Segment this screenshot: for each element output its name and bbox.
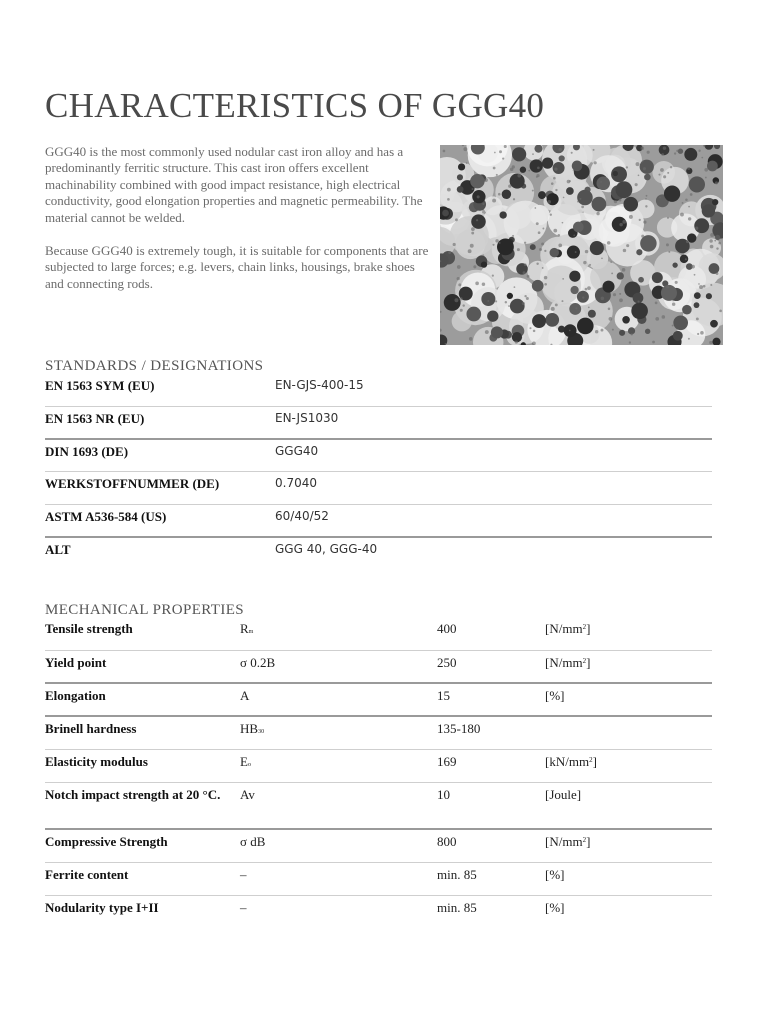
property-value: 400	[437, 621, 457, 636]
unit-end: ]	[586, 834, 591, 849]
table-row	[45, 716, 712, 749]
property-symbol	[240, 650, 437, 683]
property-unit	[545, 617, 712, 650]
symbol-text: –	[240, 866, 247, 882]
microstructure-image	[440, 145, 723, 345]
standard-value: GGG40	[275, 439, 712, 472]
table-row	[45, 472, 712, 505]
property-value: min. 85	[437, 895, 545, 928]
page-title: CHARACTERISTICS OF GGG40	[45, 86, 545, 125]
standard-key: WERKSTOFFNUMMER (DE)	[45, 472, 275, 505]
standard-value: EN-JS1030	[275, 407, 712, 440]
unit-end: ]	[586, 621, 591, 636]
property-name: Compressive Strength	[45, 829, 240, 862]
symbol-text: Av	[240, 786, 255, 802]
property-name: Brinell hardness	[45, 716, 240, 749]
table-row	[45, 829, 712, 862]
symbol-subscript: 30	[258, 729, 265, 735]
property-name: Nodularity type I+II	[45, 895, 240, 928]
property-value: 169	[437, 749, 545, 782]
standard-value: 0.7040	[275, 472, 712, 505]
standard-value: 60/40/52	[275, 504, 712, 537]
property-value: min. 85	[437, 862, 545, 895]
property-value: 250	[437, 650, 545, 683]
symbol-text: A	[240, 688, 250, 703]
unit-text: [%]	[545, 866, 565, 882]
property-value: 800	[437, 829, 545, 862]
table-row	[45, 407, 712, 440]
table-row	[45, 862, 712, 895]
table-row	[45, 504, 712, 537]
unit-superscript: 2	[589, 755, 593, 764]
property-symbol	[240, 895, 437, 928]
standard-value: EN-GJS-400-15	[275, 378, 364, 392]
property-name: Notch impact strength at 20 °C.	[45, 782, 240, 829]
standard-value: GGG 40, GGG-40	[275, 537, 712, 570]
unit-end: ]	[586, 654, 591, 670]
unit-text: [N/mm	[545, 834, 583, 849]
unit-end: ]	[592, 753, 597, 769]
property-name: Ferrite content	[45, 862, 240, 895]
symbol-text: –	[240, 899, 247, 915]
mechanical-title: MECHANICAL PROPERTIES	[45, 602, 245, 618]
unit-text: [N/mm	[545, 654, 583, 670]
property-unit	[545, 683, 712, 716]
symbol-text: HB	[240, 721, 259, 736]
symbol-text: σ 0.2B	[240, 654, 276, 670]
property-unit	[545, 782, 712, 829]
intro-paragraph-2: Because GGG40 is extremely tough, it is suitable for components that are subjected to large forces; e.g. levers, chain links, housings, brake shoes and connecting rods.	[45, 243, 429, 291]
property-symbol	[240, 683, 437, 716]
table-row	[45, 895, 712, 928]
unit-text: [%]	[545, 899, 565, 915]
symbol-text: σ dB	[240, 834, 266, 849]
table-row	[45, 782, 712, 829]
intro-paragraph-1: GGG40 is the most commonly used nodular cast iron alloy and has a predominantly ferritic structure. This cast iron offers excellent machinability combined with good impact resistance, high electrical conductivity, good elongation properties and magnetic permeability. The material cannot be welded.	[45, 144, 423, 225]
standard-key: EN 1563 SYM (EU)	[45, 378, 155, 393]
table-row	[45, 374, 712, 407]
table-row	[45, 749, 712, 782]
standard-key: DIN 1693 (DE)	[45, 439, 275, 472]
property-symbol	[240, 782, 437, 829]
table-row	[45, 683, 712, 716]
property-symbol	[240, 862, 437, 895]
property-unit	[545, 716, 712, 749]
table-row	[45, 650, 712, 683]
unit-text: [Joule]	[545, 786, 582, 802]
property-name: Elasticity modulus	[45, 749, 240, 782]
unit-text: [%]	[545, 688, 565, 703]
table-row	[45, 617, 712, 650]
standards-table	[45, 374, 712, 569]
property-unit	[545, 650, 712, 683]
property-unit	[545, 895, 712, 928]
intro-text	[45, 144, 430, 309]
table-row	[45, 537, 712, 570]
standard-key: EN 1563 NR (EU)	[45, 407, 275, 440]
symbol-text: E	[240, 753, 248, 769]
unit-text: [kN/mm	[545, 753, 590, 769]
symbol-subscript: m	[248, 629, 254, 635]
property-value: 15	[437, 683, 545, 716]
property-unit	[545, 829, 712, 862]
unit-superscript: 2	[582, 836, 587, 844]
unit-text: [N/mm	[545, 621, 583, 636]
standards-title: STANDARDS / DESIGNATIONS	[45, 358, 264, 374]
property-name: Elongation	[45, 683, 240, 716]
property-unit	[545, 862, 712, 895]
property-symbol	[240, 829, 437, 862]
unit-superscript: 2	[582, 623, 587, 631]
property-symbol	[240, 617, 437, 650]
property-name: Tensile strength	[45, 621, 133, 636]
property-symbol	[240, 749, 437, 782]
mechanical-table	[45, 617, 712, 928]
property-symbol	[240, 716, 437, 749]
symbol-subscript: o	[247, 761, 251, 768]
property-name: Yield point	[45, 650, 240, 683]
property-value: 135-180	[437, 716, 545, 749]
unit-superscript: 2	[582, 656, 587, 665]
table-row	[45, 439, 712, 472]
standard-key: ASTM A536-584 (US)	[45, 504, 275, 537]
standard-key: ALT	[45, 537, 275, 570]
property-value: 10	[437, 782, 545, 829]
microstructure-graphic	[440, 145, 723, 345]
symbol-text: R	[240, 621, 249, 636]
property-unit	[545, 749, 712, 782]
